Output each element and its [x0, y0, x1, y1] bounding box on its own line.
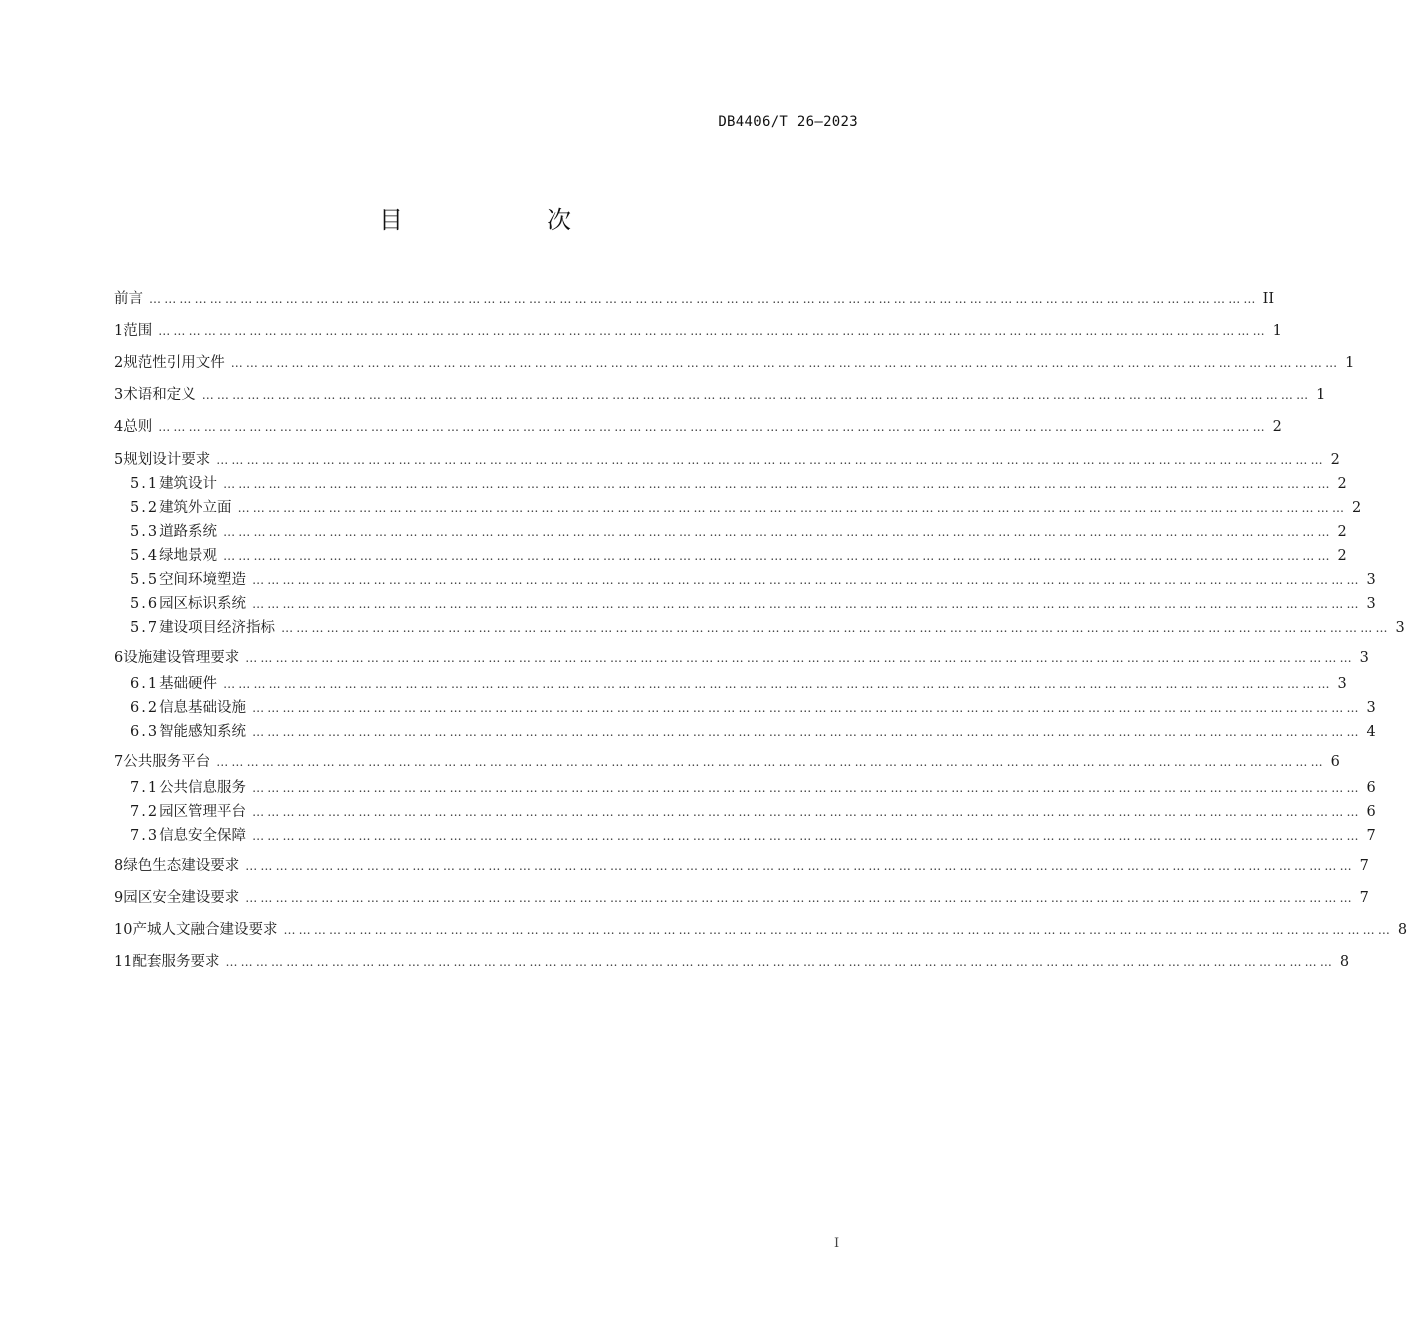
toc-entry-page: 7 — [1366, 828, 1376, 844]
toc-entry-number: 6.1 — [130, 676, 160, 692]
toc-entry-number: 5.5 — [130, 572, 160, 588]
toc-entry-page: 1 — [1345, 355, 1355, 371]
toc-entry-title: 信息基础设施 — [159, 700, 247, 716]
toc-entry-number: 11 — [114, 954, 133, 970]
toc-entry-page: 3 — [1395, 620, 1405, 636]
toc-entry-page: 3 — [1359, 650, 1369, 666]
toc-leader-dots: ………………………………………………………………………………………………………………………………………………………………………………………………… — [252, 805, 1362, 819]
toc-entry-title: 术语和定义 — [123, 387, 196, 403]
toc-entry-page: 7 — [1359, 858, 1369, 874]
toc-entry-title: 园区标识系统 — [159, 596, 247, 612]
toc-entry-page: 7 — [1359, 890, 1369, 906]
toc-entry-number: 8 — [114, 858, 124, 874]
toc-leader-dots: ………………………………………………………………………………………………………………………………………………………………………………………………… — [245, 859, 1355, 873]
toc-entry-7-1[interactable] — [130, 777, 1376, 799]
toc-entry-page: 2 — [1330, 452, 1340, 468]
toc-entry-title: 建筑外立面 — [159, 500, 232, 516]
toc-entry-title: 道路系统 — [159, 524, 218, 540]
toc-entry-number: 7.2 — [130, 804, 160, 820]
toc-entry-10[interactable] — [114, 919, 1407, 941]
toc-entry-number: 5.3 — [130, 524, 160, 540]
toc-leader-dots: ………………………………………………………………………………………………………………………………………………………………………………………………… — [216, 453, 1326, 467]
toc-entry-title: 总则 — [123, 419, 153, 435]
toc-entry-page: 2 — [1337, 476, 1347, 492]
toc-entry-page: 1 — [1272, 323, 1282, 339]
toc-entry-title: 设施建设管理要求 — [123, 650, 240, 666]
toc-entry-title: 规范性引用文件 — [123, 355, 225, 371]
toc-entry-6-1[interactable] — [130, 673, 1347, 695]
toc-entry-3[interactable] — [114, 384, 1326, 406]
toc-entry-number: 5.4 — [130, 548, 160, 564]
toc-entry-number: 1 — [114, 323, 124, 339]
toc-entry-number: 3 — [114, 387, 124, 403]
document-code: DB4406/T 26—2023 — [718, 114, 858, 130]
toc-entry-7-3[interactable] — [130, 825, 1376, 847]
toc-entry-7-2[interactable] — [130, 801, 1376, 823]
toc-entry-number: 6.2 — [130, 700, 160, 716]
toc-leader-dots: ………………………………………………………………………………………………………………………………………………………………………………………………… — [201, 388, 1312, 402]
toc-entry-4[interactable] — [114, 416, 1282, 438]
toc-entry-number: 7 — [114, 754, 124, 770]
toc-leader-dots: ………………………………………………………………………………………………………………………………………………………………………………………………… — [216, 755, 1326, 769]
toc-leader-dots: ………………………………………………………………………………………………………………………………………………………………………………………………… — [252, 701, 1362, 715]
toc-leader-dots: ………………………………………………………………………………………………………………………………………………………………………………………………… — [281, 621, 1391, 635]
toc-entry-title: 绿地景观 — [159, 548, 218, 564]
toc-leader-dots: ………………………………………………………………………………………………………………………………………………………………………………………………… — [252, 829, 1362, 843]
toc-entry-title: 公共信息服务 — [159, 780, 247, 796]
toc-entry-number: 9 — [114, 890, 124, 906]
toc-entry-7[interactable] — [114, 751, 1340, 773]
toc-entry-title: 配套服务要求 — [132, 954, 220, 970]
toc-entry-5-5[interactable] — [130, 569, 1376, 591]
toc-entry-title: 绿色生态建设要求 — [123, 858, 240, 874]
toc-entry-page: 2 — [1272, 419, 1282, 435]
toc-entry-5[interactable] — [114, 449, 1340, 471]
toc-entry-6-2[interactable] — [130, 697, 1376, 719]
toc-entry-number: 5.2 — [130, 500, 160, 516]
toc-leader-dots: ………………………………………………………………………………………………………………………………………………………………………………………………… — [225, 955, 1336, 969]
toc-entry-11[interactable] — [114, 951, 1350, 973]
toc-entry-page: 8 — [1339, 954, 1350, 970]
toc-entry-page: 3 — [1366, 572, 1376, 588]
toc-entry-title: 建设项目经济指标 — [159, 620, 276, 636]
toc-leader-dots: ………………………………………………………………………………………………………………………………………………………………………………………………… — [149, 292, 1259, 306]
toc-entry-9[interactable] — [114, 887, 1369, 909]
toc-leader-dots: ………………………………………………………………………………………………………………………………………………………………………………………………… — [245, 891, 1355, 905]
toc-entry-page: 6 — [1366, 780, 1376, 796]
toc-entry-title: 基础硬件 — [159, 676, 218, 692]
toc-entry-title: 园区管理平台 — [159, 804, 247, 820]
toc-entry-foreword[interactable] — [114, 288, 1275, 310]
toc-entry-page: 8 — [1397, 922, 1407, 938]
toc-entry-5-7[interactable] — [130, 617, 1405, 639]
toc-leader-dots: ………………………………………………………………………………………………………………………………………………………………………………………………… — [283, 923, 1394, 937]
toc-leader-dots: ………………………………………………………………………………………………………………………………………………………………………………………………… — [230, 356, 1341, 370]
toc-entry-title: 园区安全建设要求 — [123, 890, 240, 906]
toc-leader-dots: ………………………………………………………………………………………………………………………………………………………………………………………………… — [245, 651, 1355, 665]
toc-leader-dots: ………………………………………………………………………………………………………………………………………………………………………………………………… — [223, 677, 1333, 691]
toc-entry-page: 1 — [1316, 387, 1326, 403]
toc-entry-page: 2 — [1337, 548, 1347, 564]
toc-entry-1[interactable] — [114, 320, 1282, 342]
toc-entry-title: 公共服务平台 — [123, 754, 211, 770]
toc-entry-number: 5.7 — [130, 620, 160, 636]
toc-entry-5-1[interactable] — [130, 473, 1347, 495]
toc-entry-page: 2 — [1337, 524, 1347, 540]
toc-entry-page: 3 — [1337, 676, 1347, 692]
toc-entry-page: 6 — [1330, 754, 1340, 770]
toc-entry-title: 智能感知系统 — [159, 724, 247, 740]
toc-entry-5-6[interactable] — [130, 593, 1376, 615]
toc-entry-number: 10 — [114, 922, 133, 938]
toc-entry-number: 6.3 — [130, 724, 160, 740]
toc-leader-dots: ………………………………………………………………………………………………………………………………………………………………………………………………… — [237, 501, 1348, 515]
page-title: 目 次 — [379, 206, 631, 234]
toc-entry-number: 7.1 — [130, 780, 160, 796]
toc-leader-dots: ………………………………………………………………………………………………………………………………………………………………………………………………… — [252, 725, 1362, 739]
toc-leader-dots: ………………………………………………………………………………………………………………………………………………………………………………………………… — [252, 597, 1362, 611]
toc-entry-title: 规划设计要求 — [123, 452, 211, 468]
toc-entry-page: II — [1262, 291, 1275, 307]
toc-entry-page: 3 — [1366, 700, 1376, 716]
toc-entry-6-3[interactable] — [130, 721, 1376, 743]
toc-entry-title: 产城人文融合建设要求 — [132, 922, 278, 938]
toc-entry-title: 信息安全保障 — [159, 828, 247, 844]
toc-entry-page: 6 — [1366, 804, 1376, 820]
toc-entry-6[interactable] — [114, 647, 1369, 669]
toc-leader-dots: ………………………………………………………………………………………………………………………………………………………………………………………………… — [158, 420, 1268, 434]
toc-entry-title: 前言 — [114, 291, 143, 307]
toc-leader-dots: ………………………………………………………………………………………………………………………………………………………………………………………………… — [158, 324, 1268, 338]
toc-entry-title: 建筑设计 — [159, 476, 218, 492]
toc-entry-number: 2 — [114, 355, 124, 371]
toc-entry-8[interactable] — [114, 855, 1369, 877]
toc-entry-number: 5.1 — [130, 476, 160, 492]
toc-entry-5-2[interactable] — [130, 497, 1362, 519]
page-number: I — [834, 1236, 840, 1251]
toc-leader-dots: ………………………………………………………………………………………………………………………………………………………………………………………………… — [252, 573, 1362, 587]
toc-leader-dots: ………………………………………………………………………………………………………………………………………………………………………………………………… — [223, 477, 1333, 491]
toc-entry-number: 6 — [114, 650, 124, 666]
toc-entry-page: 2 — [1351, 500, 1362, 516]
toc-entry-number: 5.6 — [130, 596, 160, 612]
toc-entry-page: 4 — [1366, 724, 1376, 740]
toc-entry-5-4[interactable] — [130, 545, 1347, 567]
toc-entry-number: 4 — [114, 419, 124, 435]
toc-entry-title: 空间环境塑造 — [159, 572, 247, 588]
toc-entry-page: 3 — [1366, 596, 1376, 612]
toc-leader-dots: ………………………………………………………………………………………………………………………………………………………………………………………………… — [223, 549, 1333, 563]
toc-entry-number: 5 — [114, 452, 124, 468]
toc-entry-2[interactable] — [114, 352, 1355, 374]
toc-entry-number: 7.3 — [130, 828, 160, 844]
toc-entry-5-3[interactable] — [130, 521, 1347, 543]
toc-leader-dots: ………………………………………………………………………………………………………………………………………………………………………………………………… — [252, 781, 1362, 795]
toc-leader-dots: ………………………………………………………………………………………………………………………………………………………………………………………………… — [223, 525, 1333, 539]
toc-entry-title: 范围 — [123, 323, 153, 339]
